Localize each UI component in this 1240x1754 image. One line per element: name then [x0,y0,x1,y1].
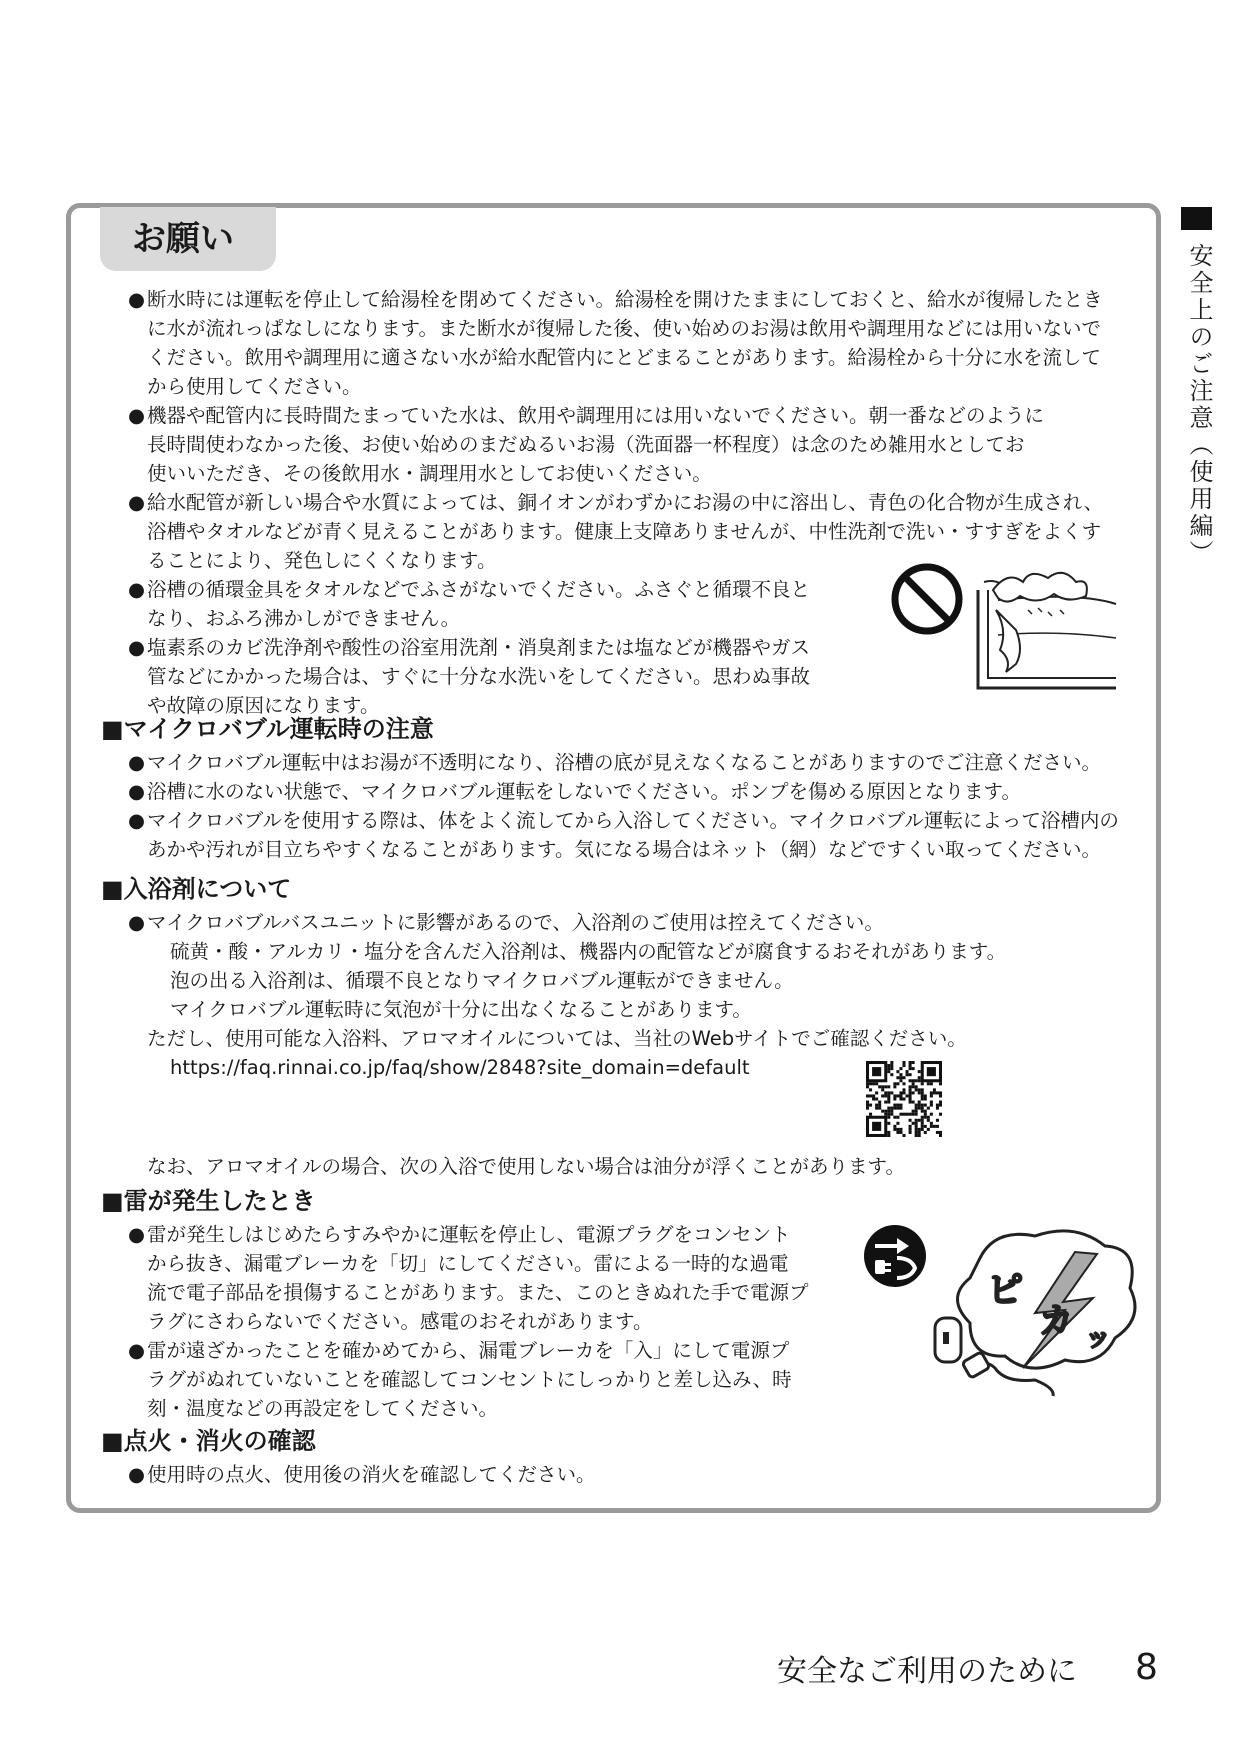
side-tab-marker [1181,207,1212,230]
unplug-icon [863,1224,927,1288]
illustration-text-ka: カ [1039,1301,1073,1341]
list-item: ● 浴槽に水のない状態で、マイクロバブル運転をしないでください。ポンプを傷める原因となります。 [128,777,1148,806]
side-tab-label: 安全上のご注意（使用編） [1185,243,1213,567]
list-item: ● 機器や配管内に長時間たまっていた水は、飲用や調理用には用いないでください。朝一番などのように 長時間使わなかった後、お使い始めのまだぬるいお湯（洗面器一杯程度）は念のため雑用水としてお 使いいただき、その後飲用水・調理用水としてお使いください。 [128,401,1138,488]
bullet-icon: ● [128,404,146,427]
sub-note: 硫黄・酸・アルカリ・塩分を含んだ入浴剤は、機器内の配管などが腐食するおそれがあります。 [170,940,1007,963]
list-item: ● 塩素系のカビ洗浄剤や酸性の浴室用洗剤・消臭剤または塩などが機器やガス 管などにかかった場合は、すぐに十分な水洗いをしてください。思わぬ事故 や故障の原因になります。 [128,633,1138,720]
illustration-text-pi: ピ [987,1270,1024,1311]
bath-fitting-towel-illustration [968,560,1118,695]
microbubble-list [128,748,1148,864]
list-item: ● マイクロバブルバスユニットに影響があるので、入浴剤のご使用は控えてください。 [128,908,1148,937]
bullet-icon: ● [128,491,146,514]
section-heading-ignition: ■点火・消火の確認 [101,1427,316,1455]
bullet-icon: ● [128,1339,146,1362]
list-item: ● 給水配管が新しい場合や水質によっては、銅イオンがわずかにお湯の中に溶出し、青色の化合物が生成され、 浴槽やタオルなどが青く見えることがあります。健康上支障ありませんが、中性洗剤で洗い・すすぎをよくす ることにより、発色しにくくなります。 [128,488,1138,575]
list-item: ● 雷が発生しはじめたらすみやかに運転を停止し、電源プラグをコンセント から抜き、漏電ブレーカを「切」にしてください。雷による一時的な過電 流で電子部品を損傷することがあります。また、このときぬれた手で電源プ ラグにさわらないでください。感電のおそれがあります。 [128,1220,848,1336]
bullet-icon: ● [128,751,146,774]
web-note: ただし、使用可能な入浴料、アロマオイルについては、当社のWebサイトでご確認ください。 [147,1027,967,1050]
section-heading-microbubble: ■マイクロバブル運転時の注意 [101,715,434,743]
section-heading-bath-additive: ■入浴剤について [101,875,292,903]
illustration-text-small-tsu: ッ [1085,1323,1112,1353]
lightning-unplug-illustration [925,1218,1150,1398]
list-item: ● マイクロバブル運転中はお湯が不透明になり、浴槽の底が見えなくなることがありますのでご注意ください。 [128,748,1148,777]
bullet-icon: ● [128,911,146,934]
notice-tag: お願い [100,207,276,271]
sub-note: マイクロバブル運転時に気泡が十分に出なくなることがあります。 [170,998,752,1021]
list-item: ● 浴槽の循環金具をタオルなどでふさがないでください。ふさぐと循環不良と なり、おふろ沸かしができません。 [128,575,1138,633]
bullet-icon: ● [128,578,146,601]
bullet-icon: ● [128,1223,146,1246]
prohibition-icon [888,560,966,638]
bullet-icon: ● [128,1463,146,1486]
bath-additive-content [128,908,1148,1082]
bullet-icon: ● [128,288,146,311]
bullet-icon: ● [128,809,146,832]
list-item: ● マイクロバブルを使用する際は、体をよく流してから入浴してください。マイクロバブル運転によって浴槽内の あかや汚れが目立ちやすくなることがあります。気になる場合はネット（網）などですくい取ってください。 [128,806,1148,864]
thunder-list [128,1220,848,1423]
footer-section-title: 安全なご利用のために [777,1654,1077,1689]
ignition-list [128,1460,1028,1489]
bullet-icon: ● [128,636,146,659]
section-heading-thunder: ■雷が発生したとき [101,1187,316,1215]
qr-code-icon[interactable] [866,1061,942,1137]
sub-note: 泡の出る入浴剤は、循環不良となりマイクロバブル運転ができません。 [170,969,794,992]
bullet-icon: ● [128,780,146,803]
list-item: ● 使用時の点火、使用後の消火を確認してください。 [128,1460,1028,1489]
faq-url-link[interactable]: https://faq.rinnai.co.jp/faq/show/2848?site_domain=default [170,1056,750,1079]
list-item: ● 断水時には運転を停止して給湯栓を閉めてください。給湯栓を開けたままにしておくと、給水が復帰したとき に水が流れっぱなしになります。また断水が復帰した後、使い始めのお湯は飲用や調理用などには用いないで ください。飲用や調理用に適さない水が給水配管内にとどまることがあります。給湯栓から十分に水を流して から使用してください。 [128,285,1138,401]
list-item: ● 雷が遠ざかったことを確かめてから、漏電ブレーカを「入」にして電源プ ラグがぬれていないことを確認してコンセントにしっかりと差し込み、時 刻・温度などの再設定をしてください。 [128,1336,848,1423]
page-number: 8 [1135,1647,1158,1688]
aroma-note: なお、アロマオイルの場合、次の入浴で使用しない場合は油分が浮くことがあります。 [147,1155,905,1178]
